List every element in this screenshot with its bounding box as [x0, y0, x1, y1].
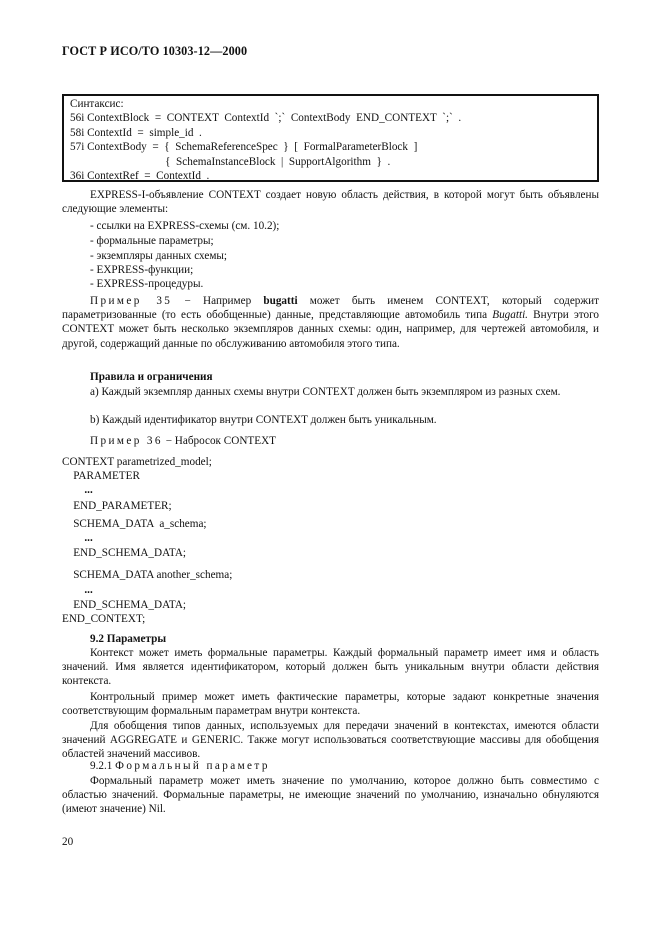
- subsection-number: 9.2.1: [90, 760, 116, 772]
- code-line: ...: [62, 584, 93, 596]
- section-paragraph: Для обобщения типов данных, используемых для передачи значений в контекстах, имеются области значений AGGREGATE и GENERIC. Также могут использоваться соответствующие массивы для обобщения областей значений массивов.: [62, 720, 599, 761]
- example-text: Внутри этого CONTEXT может быть несколько экземпляров данных схемы: один, например, для чертежей автомобиля, и другой, содержащий данные по обслуживанию автомобиля этого типа.: [62, 309, 599, 350]
- code-line: PARAMETER: [62, 470, 140, 482]
- syntax-line: 56i ContextBlock = CONTEXT ContextId `;` ContextBody END_CONTEXT `;` .: [70, 112, 462, 125]
- rule-a: a) Каждый экземпляр данных схемы внутри CONTEXT должен быть экземпляром из разных схем.: [90, 386, 561, 398]
- code-line: SCHEMA_DATA a_schema;: [62, 518, 207, 530]
- subsection-heading: [62, 759, 599, 773]
- example-italic: Bugatti.: [492, 309, 528, 322]
- code-line: SCHEMA_DATA another_schema;: [62, 569, 233, 581]
- code-line: CONTEXT parametrized_model;: [62, 456, 212, 468]
- code-line: END_SCHEMA_DATA;: [62, 599, 187, 611]
- code-line: END_PARAMETER;: [62, 500, 172, 512]
- section-paragraph: Контекст может иметь формальные параметры. Каждый формальный параметр имеет имя и область значений. Имя является идентификатором, который должен быть уникальным внутри области действия контекста.: [62, 647, 599, 688]
- list-item: - ссылки на EXPRESS-схемы (см. 10.2);: [90, 220, 280, 232]
- example-label: Пример 35: [90, 295, 173, 307]
- code-line: ...: [62, 484, 93, 496]
- list-item: - экземпляры данных схемы;: [90, 250, 228, 262]
- example-label: Пример 36: [90, 435, 163, 447]
- example-36-paragraph: [62, 434, 599, 448]
- code-line: END_CONTEXT;: [62, 613, 146, 625]
- rules-heading: Правила и ограничения: [90, 371, 213, 383]
- section-paragraph: Контрольный пример может иметь фактические параметры, которые задают конкретные значения соответствующим формальным параметрам внутри контекста.: [62, 691, 599, 718]
- example-text: − Набросок CONTEXT: [162, 435, 276, 447]
- code-line: END_SCHEMA_DATA;: [62, 547, 187, 559]
- list-item: - EXPRESS-процедуры.: [90, 278, 204, 290]
- subsection-title: Формальный параметр: [115, 760, 270, 772]
- example-35-paragraph: [62, 294, 599, 351]
- syntax-line: 36i ContextRef = ContextId .: [70, 169, 210, 182]
- list-item: - формальные параметры;: [90, 235, 214, 247]
- page-number: 20: [62, 836, 74, 848]
- syntax-line: 57i ContextBody = { SchemaReferenceSpec } [ FormalParameterBlock ]: [70, 141, 418, 154]
- intro-paragraph: EXPRESS-I-объявление CONTEXT создает новую область действия, в которой могут быть объявлены следующие элементы:: [62, 189, 599, 216]
- document-header: ГОСТ Р ИСО/ТО 10303-12—2000: [62, 44, 248, 58]
- syntax-box: [62, 94, 599, 182]
- rule-b: b) Каждый идентификатор внутри CONTEXT должен быть уникальным.: [90, 414, 437, 426]
- list-item: - EXPRESS-функции;: [90, 264, 194, 276]
- code-line: ...: [62, 532, 93, 544]
- example-keyword: bugatti: [263, 295, 298, 307]
- syntax-line: 58i ContextId = simple_id .: [70, 126, 202, 139]
- example-text: может быть именем CONTEXT, который содержит параметризованные (то есть обобщенные) данные, представляющие автомобиль типа: [62, 295, 599, 322]
- section-paragraph: Формальный параметр может иметь значение по умолчанию, которое должно быть совместимо с областью значений. Формальные параметры, не имеющие значений по умолчанию, изначально обнуляются (имеют значение) Nil.: [62, 775, 599, 816]
- syntax-line: { SchemaInstanceBlock | SupportAlgorithm } .: [70, 155, 391, 168]
- example-text: − Например: [172, 295, 264, 307]
- section-heading: 9.2 Параметры: [90, 633, 167, 645]
- syntax-line: Синтаксис:: [70, 98, 124, 110]
